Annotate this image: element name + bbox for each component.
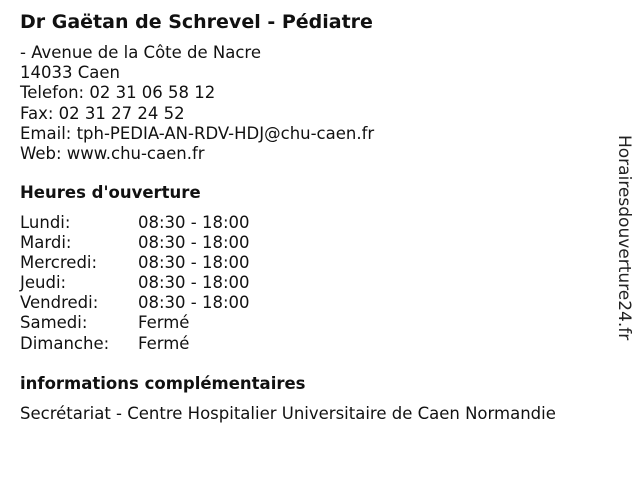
hours-row-sunday xyxy=(20,334,350,354)
phone-line: Telefon: 02 31 06 58 12 xyxy=(20,83,216,103)
site-watermark: Horairesdouverture24.fr xyxy=(614,135,634,341)
hours-day: Jeudi: xyxy=(20,273,67,293)
additional-info-text: Secrétariat - Centre Hospitalier Universitaire de Caen Normandie xyxy=(20,404,556,423)
email-line: Email: tph-PEDIA-AN-RDV-HDJ@chu-caen.fr xyxy=(20,123,375,143)
hours-time: 08:30 - 18:00 xyxy=(138,233,250,253)
hours-time: 08:30 - 18:00 xyxy=(138,273,250,293)
hours-day: Dimanche: xyxy=(20,333,110,353)
hours-time: Fermé xyxy=(138,313,190,333)
additional-info-heading: informations complémentaires xyxy=(20,374,306,393)
opening-hours-table xyxy=(20,213,350,354)
hours-row-wednesday xyxy=(20,253,350,273)
hours-day: Samedi: xyxy=(20,313,88,333)
page-title: Dr Gaëtan de Schrevel - Pédiatre xyxy=(20,11,373,33)
city-postcode: 14033 Caen xyxy=(20,63,120,83)
hours-row-monday xyxy=(20,213,350,233)
contact-block xyxy=(20,43,374,164)
hours-time: 08:30 - 18:00 xyxy=(138,213,250,232)
hours-day: Mardi: xyxy=(20,233,72,253)
hours-day: Lundi: xyxy=(20,213,71,232)
hours-time: Fermé xyxy=(138,333,190,353)
hours-row-friday xyxy=(20,293,350,313)
hours-day: Mercredi: xyxy=(20,253,98,273)
hours-row-thursday xyxy=(20,273,350,293)
street-address: - Avenue de la Côte de Nacre xyxy=(20,43,262,62)
hours-time: 08:30 - 18:00 xyxy=(138,293,250,313)
fax-line: Fax: 02 31 27 24 52 xyxy=(20,103,185,123)
hours-row-saturday xyxy=(20,313,350,333)
web-line: Web: www.chu-caen.fr xyxy=(20,143,205,163)
hours-day: Vendredi: xyxy=(20,293,99,313)
hours-row-tuesday xyxy=(20,233,350,253)
hours-time: 08:30 - 18:00 xyxy=(138,253,250,273)
opening-hours-heading: Heures d'ouverture xyxy=(20,183,201,202)
